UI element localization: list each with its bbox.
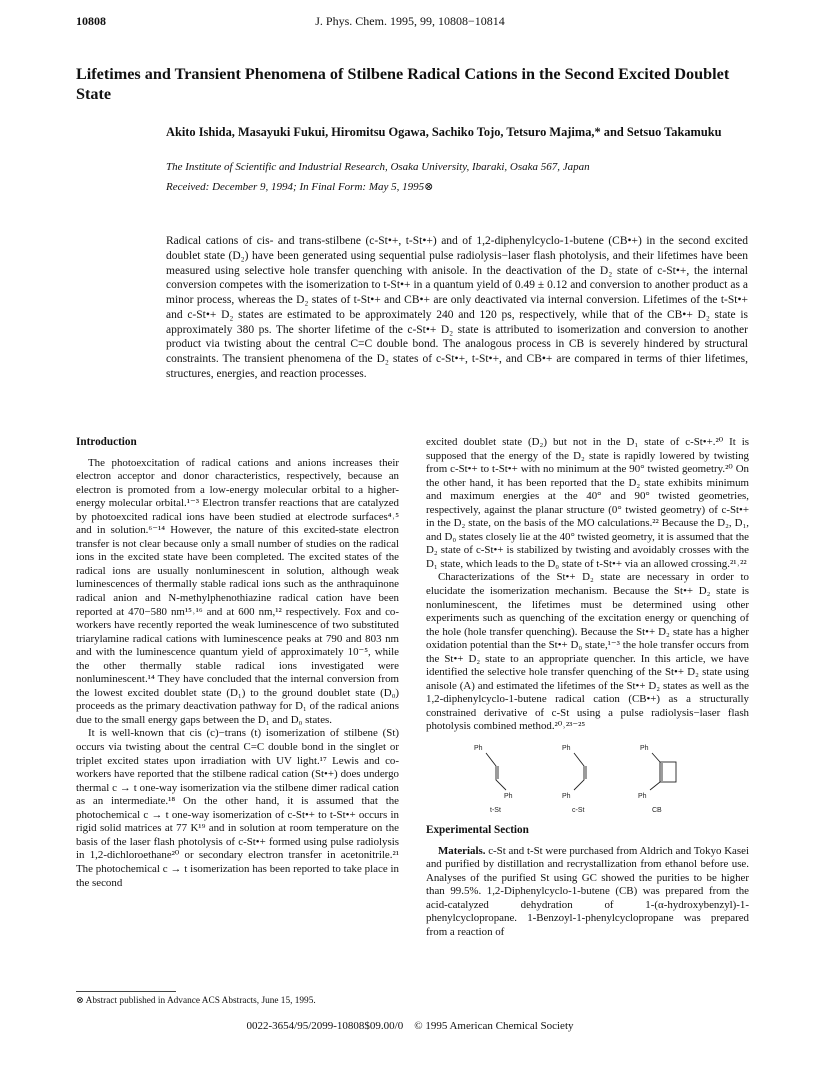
experimental-heading: Experimental Section: [426, 824, 529, 837]
page-footer: [76, 1020, 744, 1032]
body-paragraph: excited doublet state (D₂) but not in the D₁ state of c-St•+.²⁰ It is supposed that the energy of the D₂ state is rapidly lowered by twisting from c-St•+ to t-St•+ with no minimum at the 90° twisted geometry.²⁰ On the other hand, it has been reported that the D₂ state exhibits minimum and maximum energies at the 40° and 90° twisted geometries, respectively, against the planar structure (0° twisted geometry) of c-St•+ in the D₂ state, on the basis of the MO calculations.²² Because the D₂, D₁, and D₀ states closely lie at the 40° twisted geometry, it is assumed that the D₂ state of c-St•+ is stabilized by twisting and avoidably crosses with the D₁ state, which leads to the D₀ state of t-St•+ via an allowed crossing.²¹˒²²: [426, 436, 749, 570]
c-st-label: c-St: [572, 807, 585, 815]
ph-label: Ph: [504, 793, 513, 801]
introduction-heading: Introduction: [76, 436, 137, 448]
page-number: 10808: [76, 14, 106, 28]
materials-lead: Materials.: [438, 844, 486, 857]
body-paragraph: Characterizations of the St•+ D₂ state are necessary in order to elucidate the isomerization mechanism. Because the St•+ D₂ state is nonluminescent, the lifetimes must be determined using other experiments such as quenching of the excitation energy or quenching of the hole (hole transfer quenching). Because the St•+ D₂ state has a higher oxidation potential than the St•+ D₀ state,¹⁻³ the hole transfer occurs from the St•+ D₂ state to an appropriate quencher. In this article, we have identified the selective hole transfer quenching of the St•+ D₂ state using anisole (A) and estimated the lifetimes of the St•+ D₂ states as well as the 1,2-diphenylcyclo-1-butene radical cation (CB•+) as a structurally constrained derivative of c-St using a pulse radiolysis−laser flash photolysis combined method.²⁰˒²³⁻²⁵: [426, 571, 749, 733]
ph-label: Ph: [474, 745, 483, 753]
right-column: [426, 436, 749, 939]
author-affiliation: The Institute of Scientific and Industrial Research, Osaka University, Ibaraki, Osaka 567, Japan: [166, 161, 590, 173]
cb-label: CB: [652, 807, 662, 815]
received-dates: Received: December 9, 1994; In Final Form: May 5, 1995⊗: [166, 181, 434, 193]
running-header: [76, 14, 744, 32]
article-code: 0022-3654/95/2099-10808$09.00/0: [246, 1020, 404, 1032]
intro-paragraph: The photoexcitation of radical cations and anions increases their electron acceptor and donor characteristics, respectively, because an electron is promoted from a low-energy molecular orbital to a higher-energy molecular orbital.¹⁻³ Electron transfer reactions that are catalyzed by photoexcited radical ions have been studied at electrode surfaces⁴˒⁵ and in solution.⁶⁻¹⁴ However, the nature of this excited-state electron transfer is not clear because only a small number of studies on the radical ions in the excited state have been completed. The excited states of the radical ions are usually nonluminescent in solution, although weak luminescences of thermally stable radical ions such as the anthraquinone radical anion and N-methylphenothiazine radical cation have been reported at 470−580 nm¹⁵˒¹⁶ and at 600 nm,¹² respectively. Fox and co-workers have recently reported the weak luminescence of two substituted triarylamine radical cations with luminescence peaks at 790 and 803 nm and with the luminescence quantum yield of approximately 10⁻⁵, while the other thermally stable radical ions investigated were nonluminescent.¹⁴ They have concluded that the internal conversion from the lowest excited doublet state (D₁) to the ground doublet state (D₀) proceeds as the primary deactivation pathway for D₁ of the radical anions due to the small energy gaps between the D₁ and D₀ states.: [76, 456, 399, 726]
footnote: ⊗ Abstract published in Advance ACS Abstracts, June 15, 1995.: [76, 996, 316, 1006]
cb-structure: [638, 745, 676, 814]
footnote-rule: [76, 991, 176, 992]
ph-label: Ph: [562, 745, 571, 753]
journal-citation: J. Phys. Chem. 1995, 99, 10808−10814: [315, 14, 505, 28]
t-st-label: t-St: [490, 807, 501, 815]
ph-label: Ph: [638, 793, 647, 801]
intro-paragraph: It is well-known that cis (c)−trans (t) isomerization of stilbene (St) occurs via twisting about the central C=C double bond in the singlet or triplet excited states upon irradiation with UV light.¹⁷ Lewis and co-workers have reported that the stilbene radical cation (St•+) does undergo thermal c → t one-way isomerization via the stilbene dimer radical cation as an intermediate.¹⁸ On the other hand, it is assumed that the photochemical c → t one-way isomerization of c-St•+ to t-St•+ occurs in rigid solid matrices at 77 K¹⁹ and in solution at room temperature on the basis of the laser flash photolysis of c-St•+ formed using pulse radiolysis in 1,2-dichloroethane²⁰ or secondary electron transfer in acetonitrile.²¹ The photochemical c → t isomerization has been reported to take place in the second: [76, 727, 399, 889]
materials-paragraph: [426, 845, 749, 940]
materials-text: c-St and t-St were purchased from Aldrich and Tokyo Kasei and purified by distillation and recrystallization from ethanol before use. Analyses of the purified St using GC showed the purities to be higher than 99.5%. 1,2-Diphenylcyclo-1-butene (CB) was prepared from the acid-catalyzed dehydration of 1-(α-hydroxybenzyl)-1-phenylcyclopropane. 1-Benzoyl-1-phenylcyclopropane was prepared from a reaction of: [426, 844, 749, 938]
t-st-structure: [474, 745, 513, 814]
left-column: [76, 436, 399, 890]
c-st-structure: [562, 745, 586, 814]
ph-label: Ph: [640, 745, 649, 753]
copyright: © 1995 American Chemical Society: [414, 1020, 574, 1032]
abstract: Radical cations of cis- and trans-stilbene (c-St•+, t-St•+) and of 1,2-diphenylcyclo-1-butene (CB•+) in the second excited doublet state (D₂) have been generated using sequential pulse radiolysis−laser flash photolysis, and their lifetimes have been measured using selective hole transfer quenching with anisole. In the deactivation of the D₂ state of c-St•+, the internal conversion competes with the isomerization to t-St•+ in a quantum yield of 0.49 ± 0.12 and conversion to another product as a minor process, whereas the D₂ states of t-St•+ and CB•+ are only deactivated via internal conversion. Lifetimes of the t-St•+ and c-St•+ D₂ states are estimated to be approximately 240 and 120 ps, respectively, while that of the CB•+ D₂ state is approximately 380 ps. The shorter lifetime of the c-St•+ D₂ state is attributed to isomerization and conversion to another product via twisting about the central C=C double bond. The analogous process in CB is severely hindered by structural constraints. The transient phenomena of the D₂ states of c-St•+, t-St•+, and CB•+ are compared in terms of thier lifetimes, structures, energies, and reaction processes.: [166, 235, 748, 380]
author-list: Akito Ishida, Masayuki Fukui, Hiromitsu Ogawa, Sachiko Tojo, Tetsuro Majima,* and Setsuo Takamuku: [166, 125, 722, 139]
stilbene-structures-figure: [470, 742, 700, 814]
ph-label: Ph: [562, 793, 571, 801]
article-title: Lifetimes and Transient Phenomena of Stilbene Radical Cations in the Second Excited Doublet State: [76, 65, 730, 103]
